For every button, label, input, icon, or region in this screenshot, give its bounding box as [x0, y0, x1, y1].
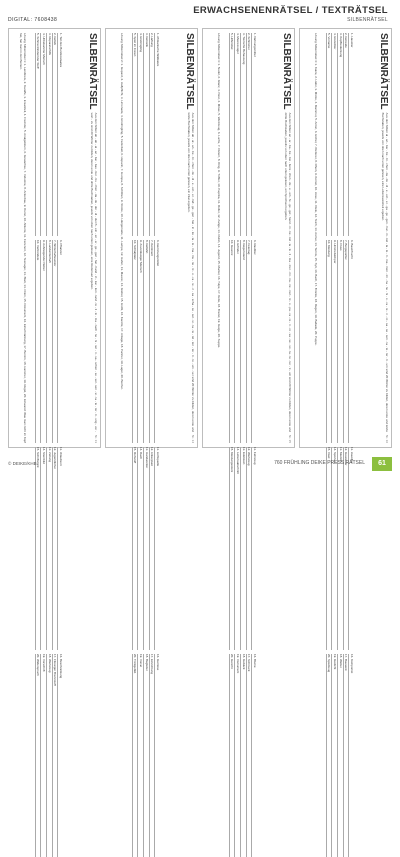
clue-item: 2. Schimmer [246, 33, 252, 236]
clue-item: 10. Kleidung [326, 240, 332, 443]
column-number: Nr. 15 [288, 434, 292, 443]
clue-item: 11. Fahrzeug [251, 447, 257, 650]
digital-code: DIGITAL: 7608438 [8, 17, 58, 23]
clue-item: 17. Schmuck [246, 654, 252, 857]
clue-item: 13. Zeitung [46, 447, 52, 650]
clue-item: 9. Zuverlässiger Mensch [137, 240, 143, 443]
solution-text: Lösung Silbenrätsel 1: 1. Landkreis, 2. Karaffe, 3. Ersatzteil, 4. Fremder, 5. Analgetikum, 6. Gewächse, 7. Industrie, 8. Ackerbau, 9. Dunst, 10. Alliierte, 11. Ferienort, 12. Teenager, 13. Blatt, 14. Orion, 15. Dokument, 16. Einschränkung, 17. Benzin, 18. Hammer, 19. Regel, 20. Einwand: Was man nicht im Kopf hat, hat man in den Beinen. [18, 33, 27, 443]
copyright: © DEIKE/KHB [8, 461, 37, 466]
clue-item: 14. Sternbild [40, 447, 46, 650]
clue-item: 16. Beschränkung [57, 654, 63, 857]
clue-item: 8. Gegenstand [240, 240, 246, 443]
clue-item: 9. Erfinder [234, 240, 240, 443]
clue-item: 17. Bauwerk [343, 654, 349, 857]
clue-item: 12. Werkzeug [246, 447, 252, 650]
clue-item: 17. Flüssiger Brennstoff [52, 654, 58, 857]
clue-item: 13. Medizin [337, 447, 343, 650]
clue-item: 4. Eindringling [137, 33, 143, 236]
clue-item: 8. Gefährt [143, 240, 149, 443]
clue-item: 3. Kopfbedeckung [337, 33, 343, 236]
clue-item: 11. Lichtquelle [154, 447, 160, 650]
column-title: SILBENRÄTSEL [281, 33, 292, 110]
clue-item: 13. Edelstein [240, 447, 246, 650]
clue-item: 4. Eiszeittier [331, 33, 337, 236]
clue-item: 7. Kontinent [149, 240, 155, 443]
clue-item: 18. Gebäck [240, 654, 246, 857]
column-title: SILBENRÄTSEL [184, 33, 195, 110]
clue-list [223, 33, 257, 674]
clue-list [320, 33, 354, 674]
clue-item: 18. Begleiter [143, 654, 149, 857]
clue-item: 6. Baumfrucht [348, 240, 354, 443]
clue-item: 19. Gedicht [331, 654, 337, 857]
clue-item: 2. Getreide [343, 33, 349, 236]
clue-item: 1. Teil des Bundesstaates [57, 33, 63, 236]
clue-item: 5. Hilfsmittel [229, 33, 235, 236]
clue-item: 1. Afrikanische Wildkatze [154, 33, 160, 236]
clue-item: 2. Haftung [149, 33, 155, 236]
clue-item: 10. Verbündete [35, 240, 41, 443]
clue-item: 3. Getränk [143, 33, 149, 236]
clue-item: 20. Widerspruch [35, 654, 41, 857]
clue-list [126, 33, 160, 675]
clue-item: 7. Bergsportler [343, 240, 349, 443]
clue-item: 19. Vorschrift [40, 654, 46, 857]
column-number: Nr. 13 [94, 434, 98, 443]
page-number-badge: 61 [372, 457, 392, 471]
clue-item: 12. Jugendlicher [52, 447, 58, 650]
clue-item: 9. Himmelskörper [331, 240, 337, 443]
column-intro: Aus den Silben an - ar - ba - be - bei - bens - chen - de - e - ein - fe - ge - gel - hand - in - ke - kel - la - le - li - ma - mer - mi - na - ne - nen - ni - o - pa - ra - re - ri - ro - sa - se - so - ta - te - ter - ti - um sind 20 Wörter zu bilden, deren erste und dritte Buchstaben, jeweils von oben nach unten gelesen, ein Sprichwort ergeben. [283, 112, 292, 432]
clue-list [29, 33, 63, 686]
solution-text: Lösung Silbenrätsel 4: 1. Katze, 2. Hafer, 3. Mütze, 4. Mammut, 5. Anton, 6. Eichel, 7. Kletterer, 8. Rhein, 9. Komet, 10. Hose, 11. Diele, 12. Teich, 13. Arznei, 14. Tennis, 15. Sylt, 16. Bach, 17. Brücke, 18. Regen, 19. Ballade, 20. Puppe. [314, 33, 318, 346]
clue-item: 18. Werkzeug [46, 654, 52, 857]
clue-item: 14. Sportart [331, 447, 337, 650]
clue-item: 2. Gefäß [52, 33, 58, 236]
clue-item: 15. Rohstoff [132, 447, 138, 650]
clue-item: 10. Gewürz [229, 240, 235, 443]
clue-item: 3. Reparaturhilfe [46, 33, 52, 236]
clue-item: 17. Einrichtung [149, 654, 155, 857]
clue-item: 16. Blume [251, 654, 257, 857]
page-title: ERWACHSENENRÄTSEL / TEXTRÄTSEL [193, 5, 388, 16]
clue-item: 5. Schmerzlindernder Stoff [35, 33, 41, 236]
clue-item: 11. Hausflur [348, 447, 354, 650]
clue-item: 7. Wirtschaftssektor [52, 240, 58, 443]
column-intro: Aus den Silben al - an - bar - be - bi - chen - da - de - di - e - ein - er - ga - ge - gen - hal - in - kel - la - le - li - ma - men - mi - na - ne - ni - o - ra - re - ri - ro - sa - se - sen - ta - te - ter - ti - um sind 20 Wörter zu bilden, deren erste und letzte Buchstaben, jeweils von oben nach unten gelesen, eine Lebensweisheit ergeben. [380, 112, 389, 432]
clue-item: 6. Raubtier [251, 240, 257, 443]
clue-item: 3. Tierische Behausung [240, 33, 246, 236]
clue-item: 9. Aufsteigender Nebel [40, 240, 46, 443]
clue-item: 5. Spiel im Freien [132, 33, 138, 236]
column-title: SILBENRÄTSEL [378, 33, 389, 110]
clue-item: 4. Meeresvogel [234, 33, 240, 236]
clue-item: 8. Fluss [337, 240, 343, 443]
clue-item: 6. Gerinnungsmittel [154, 240, 160, 443]
clue-item: 12. Ankerplatz [149, 447, 155, 650]
clue-item: 16. Komponist [348, 654, 354, 857]
publication-label: 760 FRÜHLING DEIKE PRESS RÄTSEL [274, 460, 365, 466]
clue-item: 19. Instrument [234, 654, 240, 857]
puzzle-column [202, 28, 295, 674]
clue-item: 20. Spielzeug [326, 654, 332, 857]
puzzle-column-content [110, 29, 198, 675]
column-number: Nr. 16 [385, 434, 389, 443]
clue-item: 15. Insel [326, 447, 332, 650]
column-title: SILBENRÄTSEL [87, 33, 98, 110]
column-number: Nr. 14 [191, 434, 195, 443]
clue-item: 6. Pflanzen [57, 240, 63, 443]
clue-item: 19. Vorrat [137, 654, 143, 857]
clue-item: 20. Gericht [229, 654, 235, 857]
clue-item: 8. Landwirtschaft [46, 240, 52, 443]
solution-text: Lösung Silbenrätsel 2: 1. Gepard, 2. Haftpflicht, 3. Limonade, 4. Eindringling, 5. Federball, 6. Heparin, 7. Europa, 8. Schlitten, 9. Stütze, 10. Hängematte, 11. Lampe, 12. Hafen, 13. Maurer, 14. Giebel, 15. Erdöl, 16. Karotte, 17. Anlage, 18. Partner, 19. Lager, 20. Becher. [120, 33, 124, 390]
clue-item: 1. Nahrungsmittel [251, 33, 257, 236]
clue-item: 4. Unbekannter Mensch [40, 33, 46, 236]
puzzle-column-content [207, 29, 295, 674]
solution-text: Lösung Silbenrätsel 3: 1. Nudel, 2. Glanz, 3. Nest, 4. Möwe, 5. Werkzeug, 6. Luchs, 7. Ostern, 8. Ding, 9. Tüftler, 10. Paprika, 11. Roller, 12. Zange, 13. Rubin, 14. Jugend, 15. Mantel, 16. Tulpe, 17. Kette, 18. Brezel, 19. Geige, 20. Suppe. [217, 33, 221, 349]
column-intro: Aus den Silben ab - al - an - be - bi - chen - de - di - e - ein - er - fall - ge - gen - hal - in - ke - la - le - ma - mu - ne - ni - o - ra - re - ri - sa - scha - se - sel - si - ta - te - tel - ten - ter - ti - to - um - ver sind 20 Wörter zu bilden, deren erste und letzte Buchstaben, jeweils von oben nach unten gelesen, ein Zitat ergeben. [186, 112, 195, 432]
clue-item: 1. Haustier [348, 33, 354, 236]
clue-item: 14. Dach [137, 447, 143, 650]
clue-item: 15. Schriftstück [35, 447, 41, 650]
clue-item: 18. Wetter [337, 654, 343, 857]
clue-item: 10. Schlafplatz [132, 240, 138, 443]
clue-item: 12. Gewässer [343, 447, 349, 650]
puzzle-column [105, 28, 198, 675]
clue-item: 7. Feiertag [246, 240, 252, 443]
clue-item: 15. Kleidungsstück [229, 447, 235, 650]
section-label: SILBENRÄTSEL [347, 17, 388, 23]
clue-item: 14. Lebensabschnitt [234, 447, 240, 650]
clue-item: 16. Gemüse [154, 654, 160, 857]
clue-item: 13. Handwerker [143, 447, 149, 650]
column-intro: Aus den Silben ab - ab - al - an - bar - bau - ber - bu - chen - da - de - der - di - durch - ein - en - er - ge - gen - hal - hand - in - kar - ken - land - le - li - lo - ma - nach - ne - ni - ren - ri - sa - schen - se - sel - sen - si - ta - te - ter - ti - ung - ver - wort - zu sind 20 Wörter zu bilden, deren erste und dritte Buchstaben, jeweils von oben nach unten gelesen, eine Redensart ergeben. [89, 112, 98, 432]
clue-item: 11. Urlaubsort [57, 447, 63, 650]
clue-item: 20. Trinkgefäß [132, 654, 138, 857]
clue-item: 5. Vorname [326, 33, 332, 236]
